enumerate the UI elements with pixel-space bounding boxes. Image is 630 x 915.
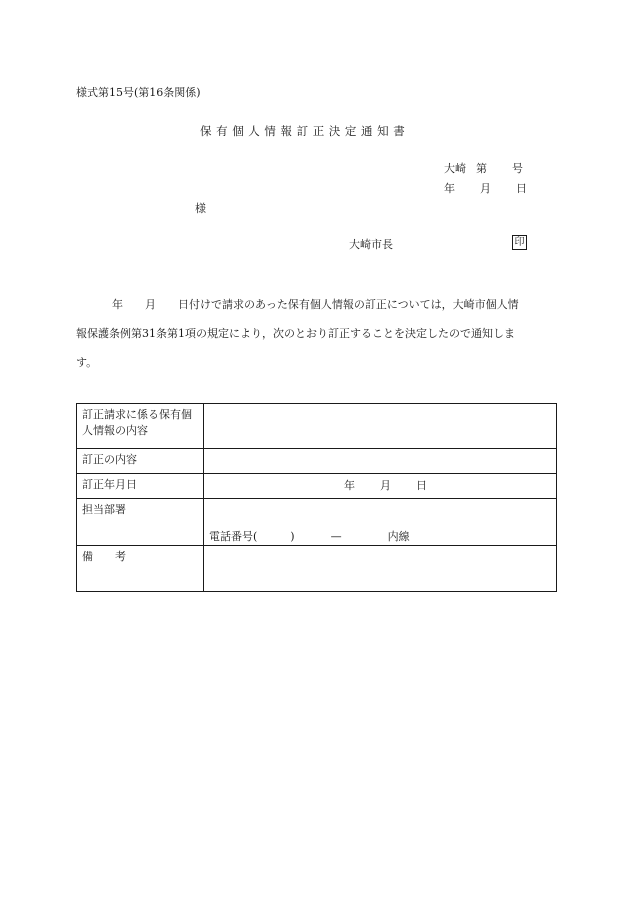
issuer-name: 大崎市長 [349,238,393,251]
correction-details-table [76,403,557,592]
doc-date-day: 日 [516,182,527,195]
remarks-cell [204,546,557,592]
table-row [77,404,557,449]
seal-mark: 印 [512,235,527,250]
body-line-1: 年 月 日付けで請求のあった保有個人情報の訂正については，大崎市個人情 [112,298,519,311]
doc-date-month: 月 [480,182,491,195]
correction-date-month: 月 [380,479,391,492]
correction-content-cell [204,449,557,474]
phone-label: 電話番号( [209,530,258,543]
correction-date-label: 訂正年月日 [77,474,204,499]
body-line-3: す。 [76,356,98,369]
correction-date-day: 日 [416,479,427,492]
table-row [77,546,557,592]
doc-date-year: 年 [444,182,455,195]
phone-number-line [209,528,561,544]
form-number: 様式第15号(第16条関係) [76,86,201,99]
correction-date-cell [204,474,557,499]
requested-info-cell [204,404,557,449]
doc-number-dai: 第 [476,162,487,175]
phone-close-paren: ) [290,530,295,543]
body-line-2: 報保護条例第31条第1項の規定により，次のとおり訂正することを決定したので通知しま [76,327,515,340]
document-number [444,160,523,176]
correction-content-label: 訂正の内容 [77,449,204,474]
department-label: 担当部署 [77,499,204,546]
department-cell [204,499,557,546]
table-row [77,499,557,546]
notice-body [76,290,556,377]
phone-extension-label: 内線 [387,530,410,543]
addressee-suffix: 様 [195,202,206,215]
table-row [77,449,557,474]
phone-dash: — [330,530,342,543]
doc-number-prefix: 大崎 [444,162,466,175]
document-title: 保有個人情報訂正決定通知書 [200,124,410,138]
doc-number-go: 号 [512,162,523,175]
document-date [444,180,527,196]
requested-info-label: 訂正請求に係る保有個人情報の内容 [77,404,204,449]
remarks-label: 備 考 [77,546,204,592]
correction-date-year: 年 [344,479,355,492]
table-row [77,474,557,499]
